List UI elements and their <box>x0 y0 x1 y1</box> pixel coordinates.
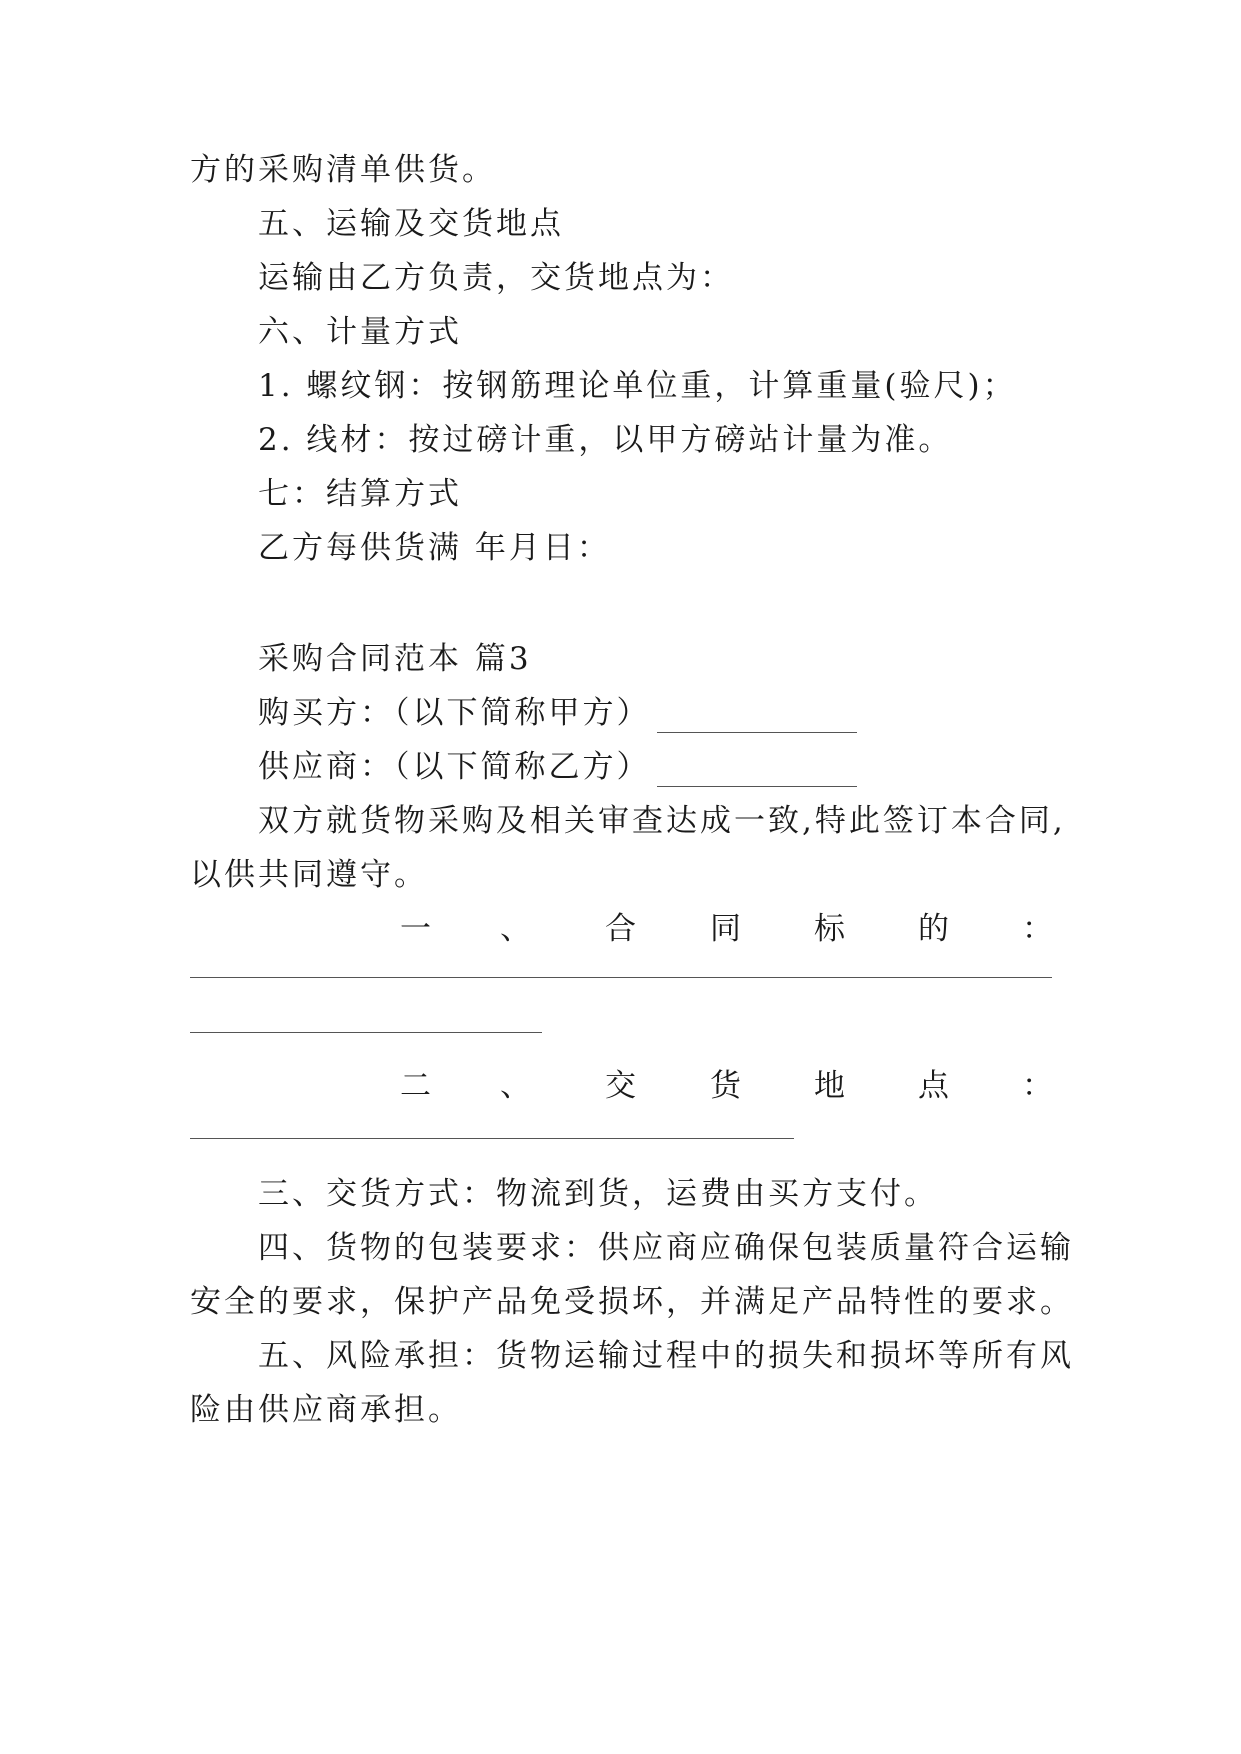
section-heading: 六、计量方式 <box>258 314 462 350</box>
spread-char: 合 <box>605 911 636 947</box>
text-line: 双方就货物采购及相关审查达成一致,特此签订本合同, <box>258 803 1066 839</box>
text-line: 安全的要求，保护产品免受损坏，并满足产品特性的要求。 <box>190 1284 1074 1320</box>
spread-char: 交 <box>605 1068 636 1104</box>
text-line: 五、风险承担：货物运输过程中的损失和损坏等所有风 <box>258 1338 1074 1374</box>
text-line: 运输由乙方负责，交货地点为： <box>258 260 734 296</box>
supplier-label: 供应商：（以下简称乙方） <box>258 749 651 785</box>
document-title: 采购合同范本 篇3 <box>258 641 532 677</box>
spread-char: ： <box>1022 911 1053 947</box>
section-heading: 五、运输及交货地点 <box>258 206 564 242</box>
text-line: 四、货物的包装要求：供应商应确保包装质量符合运输 <box>258 1230 1074 1266</box>
buyer-line <box>258 693 1128 733</box>
blank-rule <box>190 977 1052 978</box>
spread-char: 点 <box>918 1068 949 1104</box>
spread-heading-1 <box>190 909 1053 949</box>
text-line: 三、交货方式：物流到货，运费由买方支付。 <box>258 1176 938 1212</box>
buyer-blank <box>657 702 857 733</box>
text-line: 险由供应商承担。 <box>190 1392 462 1428</box>
text-line: 2. 线材：按过磅计重，以甲方磅站计量为准。 <box>258 422 953 458</box>
text-line: 乙方每供货满 年月日： <box>258 530 611 566</box>
spread-char: 二 <box>400 1068 431 1104</box>
text-line: 方的采购清单供货。 <box>190 152 496 188</box>
spread-char: 货 <box>710 1068 741 1104</box>
blank-rule <box>190 1138 794 1139</box>
spread-char: 同 <box>710 911 741 947</box>
spread-char: 、 <box>500 1068 531 1104</box>
spread-char: 一 <box>400 911 431 947</box>
supplier-blank <box>657 756 857 787</box>
spread-char: 标 <box>814 911 845 947</box>
text-line: 1. 螺纹钢：按钢筋理论单位重，计算重量(验尺)； <box>258 368 1017 404</box>
buyer-label: 购买方：（以下简称甲方） <box>258 695 651 731</box>
blank-rule <box>190 1032 542 1033</box>
spread-char: 地 <box>814 1068 845 1104</box>
spread-char: 的 <box>918 911 949 947</box>
section-heading: 七：结算方式 <box>258 476 462 512</box>
text-line: 以供共同遵守。 <box>190 857 428 893</box>
spread-heading-2 <box>190 1066 1053 1106</box>
spread-char: 、 <box>500 911 531 947</box>
supplier-line <box>258 747 1128 787</box>
spread-char: ： <box>1022 1068 1053 1104</box>
